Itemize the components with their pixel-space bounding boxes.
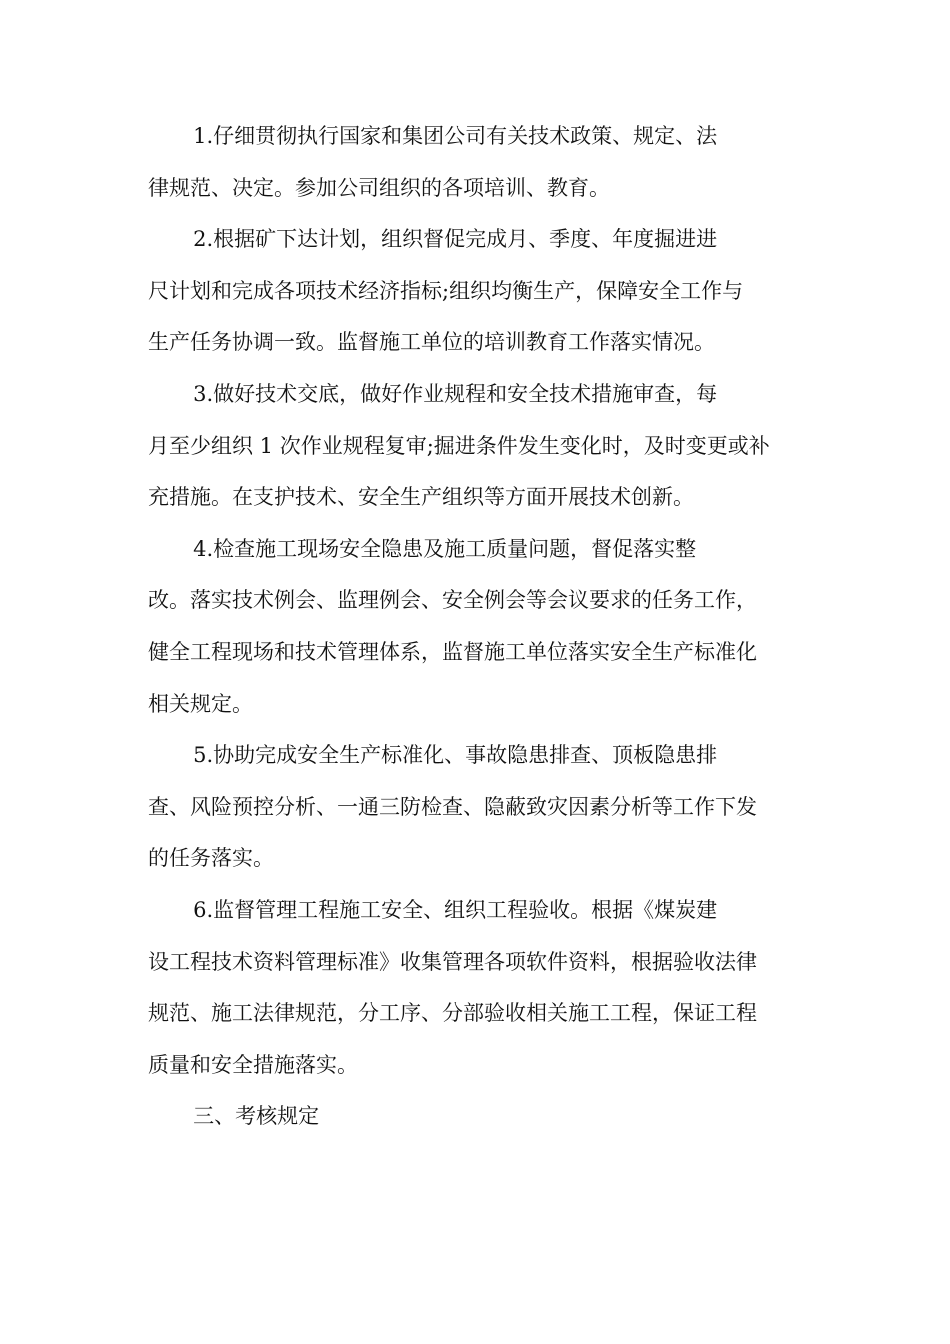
text-line: 3.做好技术交底，做好作业规程和安全技术措施审查，每 xyxy=(193,381,718,406)
text-line: 设工程技术资料管理标准》收集管理各项软件资料，根据验收法律 xyxy=(148,949,757,974)
text-line: 相关规定。 xyxy=(148,691,253,716)
text-line: 生产任务协调一致。监督施工单位的培训教育工作落实情况。 xyxy=(148,330,715,355)
text-line: 月至少组织 1 次作业规程复审;掘进条件发生变化时，及时变更或补 xyxy=(148,433,770,458)
text-line: 的任务落实。 xyxy=(148,846,274,871)
text-line: 查、风险预控分析、一通三防检查、隐蔽致灾因素分析等工作下发 xyxy=(148,794,757,819)
text-line: 质量和安全措施落实。 xyxy=(148,1052,358,1077)
text-line: 尺计划和完成各项技术经济指标;组织均衡生产，保障安全工作与 xyxy=(148,278,744,303)
paragraph-item-3 xyxy=(148,369,804,524)
paragraph-item-6 xyxy=(148,885,804,1091)
text-line: 健全工程现场和技术管理体系，监督施工单位落实安全生产标准化 xyxy=(148,639,757,664)
text-line: 规范、施工法律规范，分工序、分部验收相关施工工程，保证工程 xyxy=(148,1001,757,1026)
paragraph-item-4 xyxy=(148,524,804,730)
text-line: 充措施。在支护技术、安全生产组织等方面开展技术创新。 xyxy=(148,485,694,510)
text-line: 三、考核规定 xyxy=(193,1104,320,1129)
section-heading xyxy=(148,1091,804,1143)
text-line: 2.根据矿下达计划，组织督促完成月、季度、年度掘进进 xyxy=(193,227,718,252)
paragraph-item-2 xyxy=(148,214,804,369)
paragraph-item-5 xyxy=(148,730,804,885)
text-line: 改。落实技术例会、监理例会、安全例会等会议要求的任务工作， xyxy=(148,588,757,613)
text-line: 6.监督管理工程施工安全、组织工程验收。根据《煤炭建 xyxy=(193,897,718,922)
text-line: 5.协助完成安全生产标准化、事故隐患排查、顶板隐患排 xyxy=(193,743,718,768)
paragraph-item-1 xyxy=(148,111,804,214)
text-line: 律规范、决定。参加公司组织的各项培训、教育。 xyxy=(148,175,610,200)
text-line: 4.检查施工现场安全隐患及施工质量问题，督促落实整 xyxy=(193,536,697,561)
document-body xyxy=(148,111,804,1143)
text-line: 1.仔细贯彻执行国家和集团公司有关技术政策、规定、法 xyxy=(193,124,718,148)
